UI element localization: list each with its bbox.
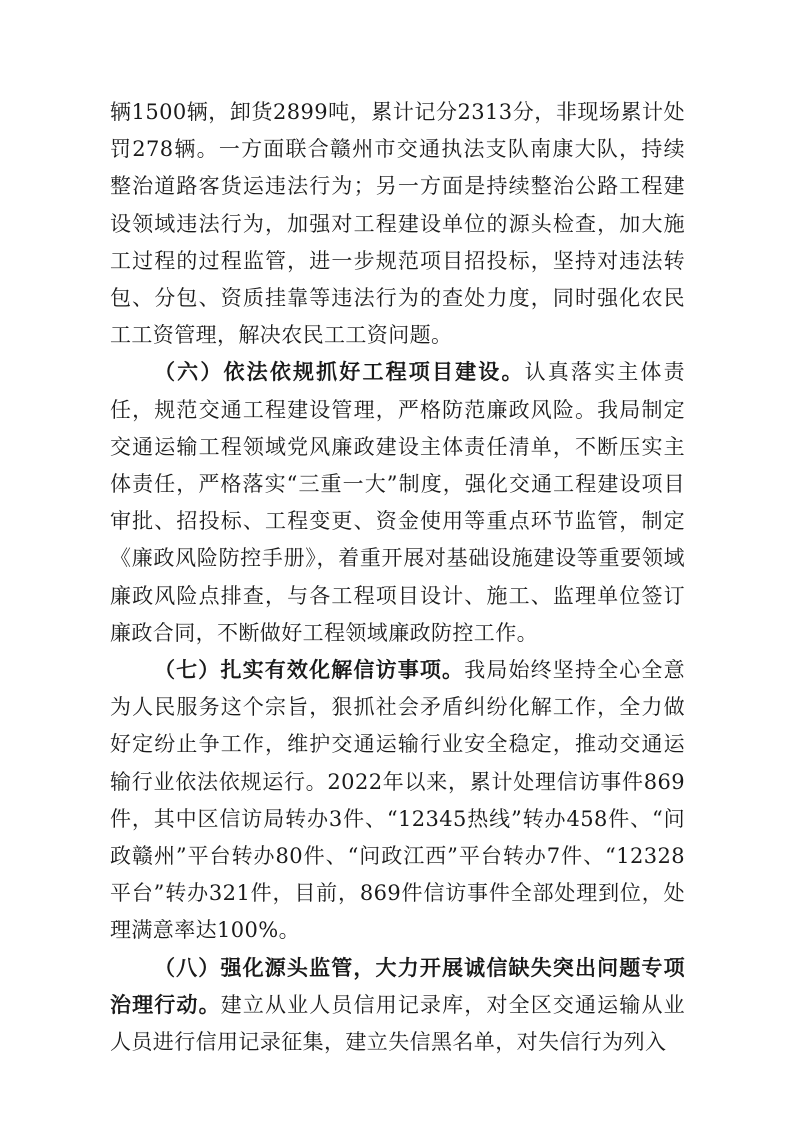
paragraph-section-7 <box>110 652 685 950</box>
paragraph-text: 认真落实主体责任，规范交通工程建设管理，严格防范廉政风险。我局制定交通运输工程领域党风廉政建设主体责任清单，不断压实主体责任，严格落实“三重一大”制度，强化交通工程建设项目审批、招投标、工程变更、资金使用等重点环节监管，制定《廉政风险防控手册》，着重开展对基础设施建设等重要领域廉政风险点排查，与各工程项目设计、施工、监理单位签订廉政合同，不断做好工程领域廉政防控工作。 <box>110 360 685 645</box>
section-heading: （八）强化源头监管，大力开展诚信缺失突出问题专项治理行动。 <box>110 955 685 1017</box>
section-heading: （七）扎实有效化解信访事项。 <box>154 658 465 683</box>
paragraph-text: 建立从业人员信用记录库，对全区交通运输从业人员进行信用记录征集，建立失信黑名单，对失信行为列入 <box>110 992 685 1055</box>
document-body <box>110 94 685 1061</box>
paragraph-section-8 <box>110 950 685 1062</box>
paragraph-section-6 <box>110 354 685 652</box>
paragraph-text: 我局始终坚持全心全意为人民服务这个宗旨，狠抓社会矛盾纠纷化解工作，全力做好定纷止争工作，维护交通运输行业安全稳定，推动交通运输行业依法依规运行。2022年以来，累计处理信访事件869件，其中区信访局转办3件、“12345热线”转办458件、“问政赣州”平台转办80件、“问政江西”平台转办7件、“12328平台”转办321件，目前，869件信访事件全部处理到位，处理满意率达100%。 <box>110 658 685 943</box>
section-heading: （六）依法依规抓好工程项目建设。 <box>154 360 525 385</box>
paragraph-continuation <box>110 94 685 354</box>
paragraph-text: 辆1500辆，卸货2899吨，累计记分2313分，非现场累计处罚278辆。一方面联合赣州市交通执法支队南康大队，持续整治道路客货运违法行为；另一方面是持续整治公路工程建设领域违法行为，加强对工程建设单位的源头检查，加大施工过程的过程监管，进一步规范项目招投标，坚持对违法转包、分包、资质挂靠等违法行为的查处力度，同时强化农民工工资管理，解决农民工工资问题。 <box>110 100 685 348</box>
